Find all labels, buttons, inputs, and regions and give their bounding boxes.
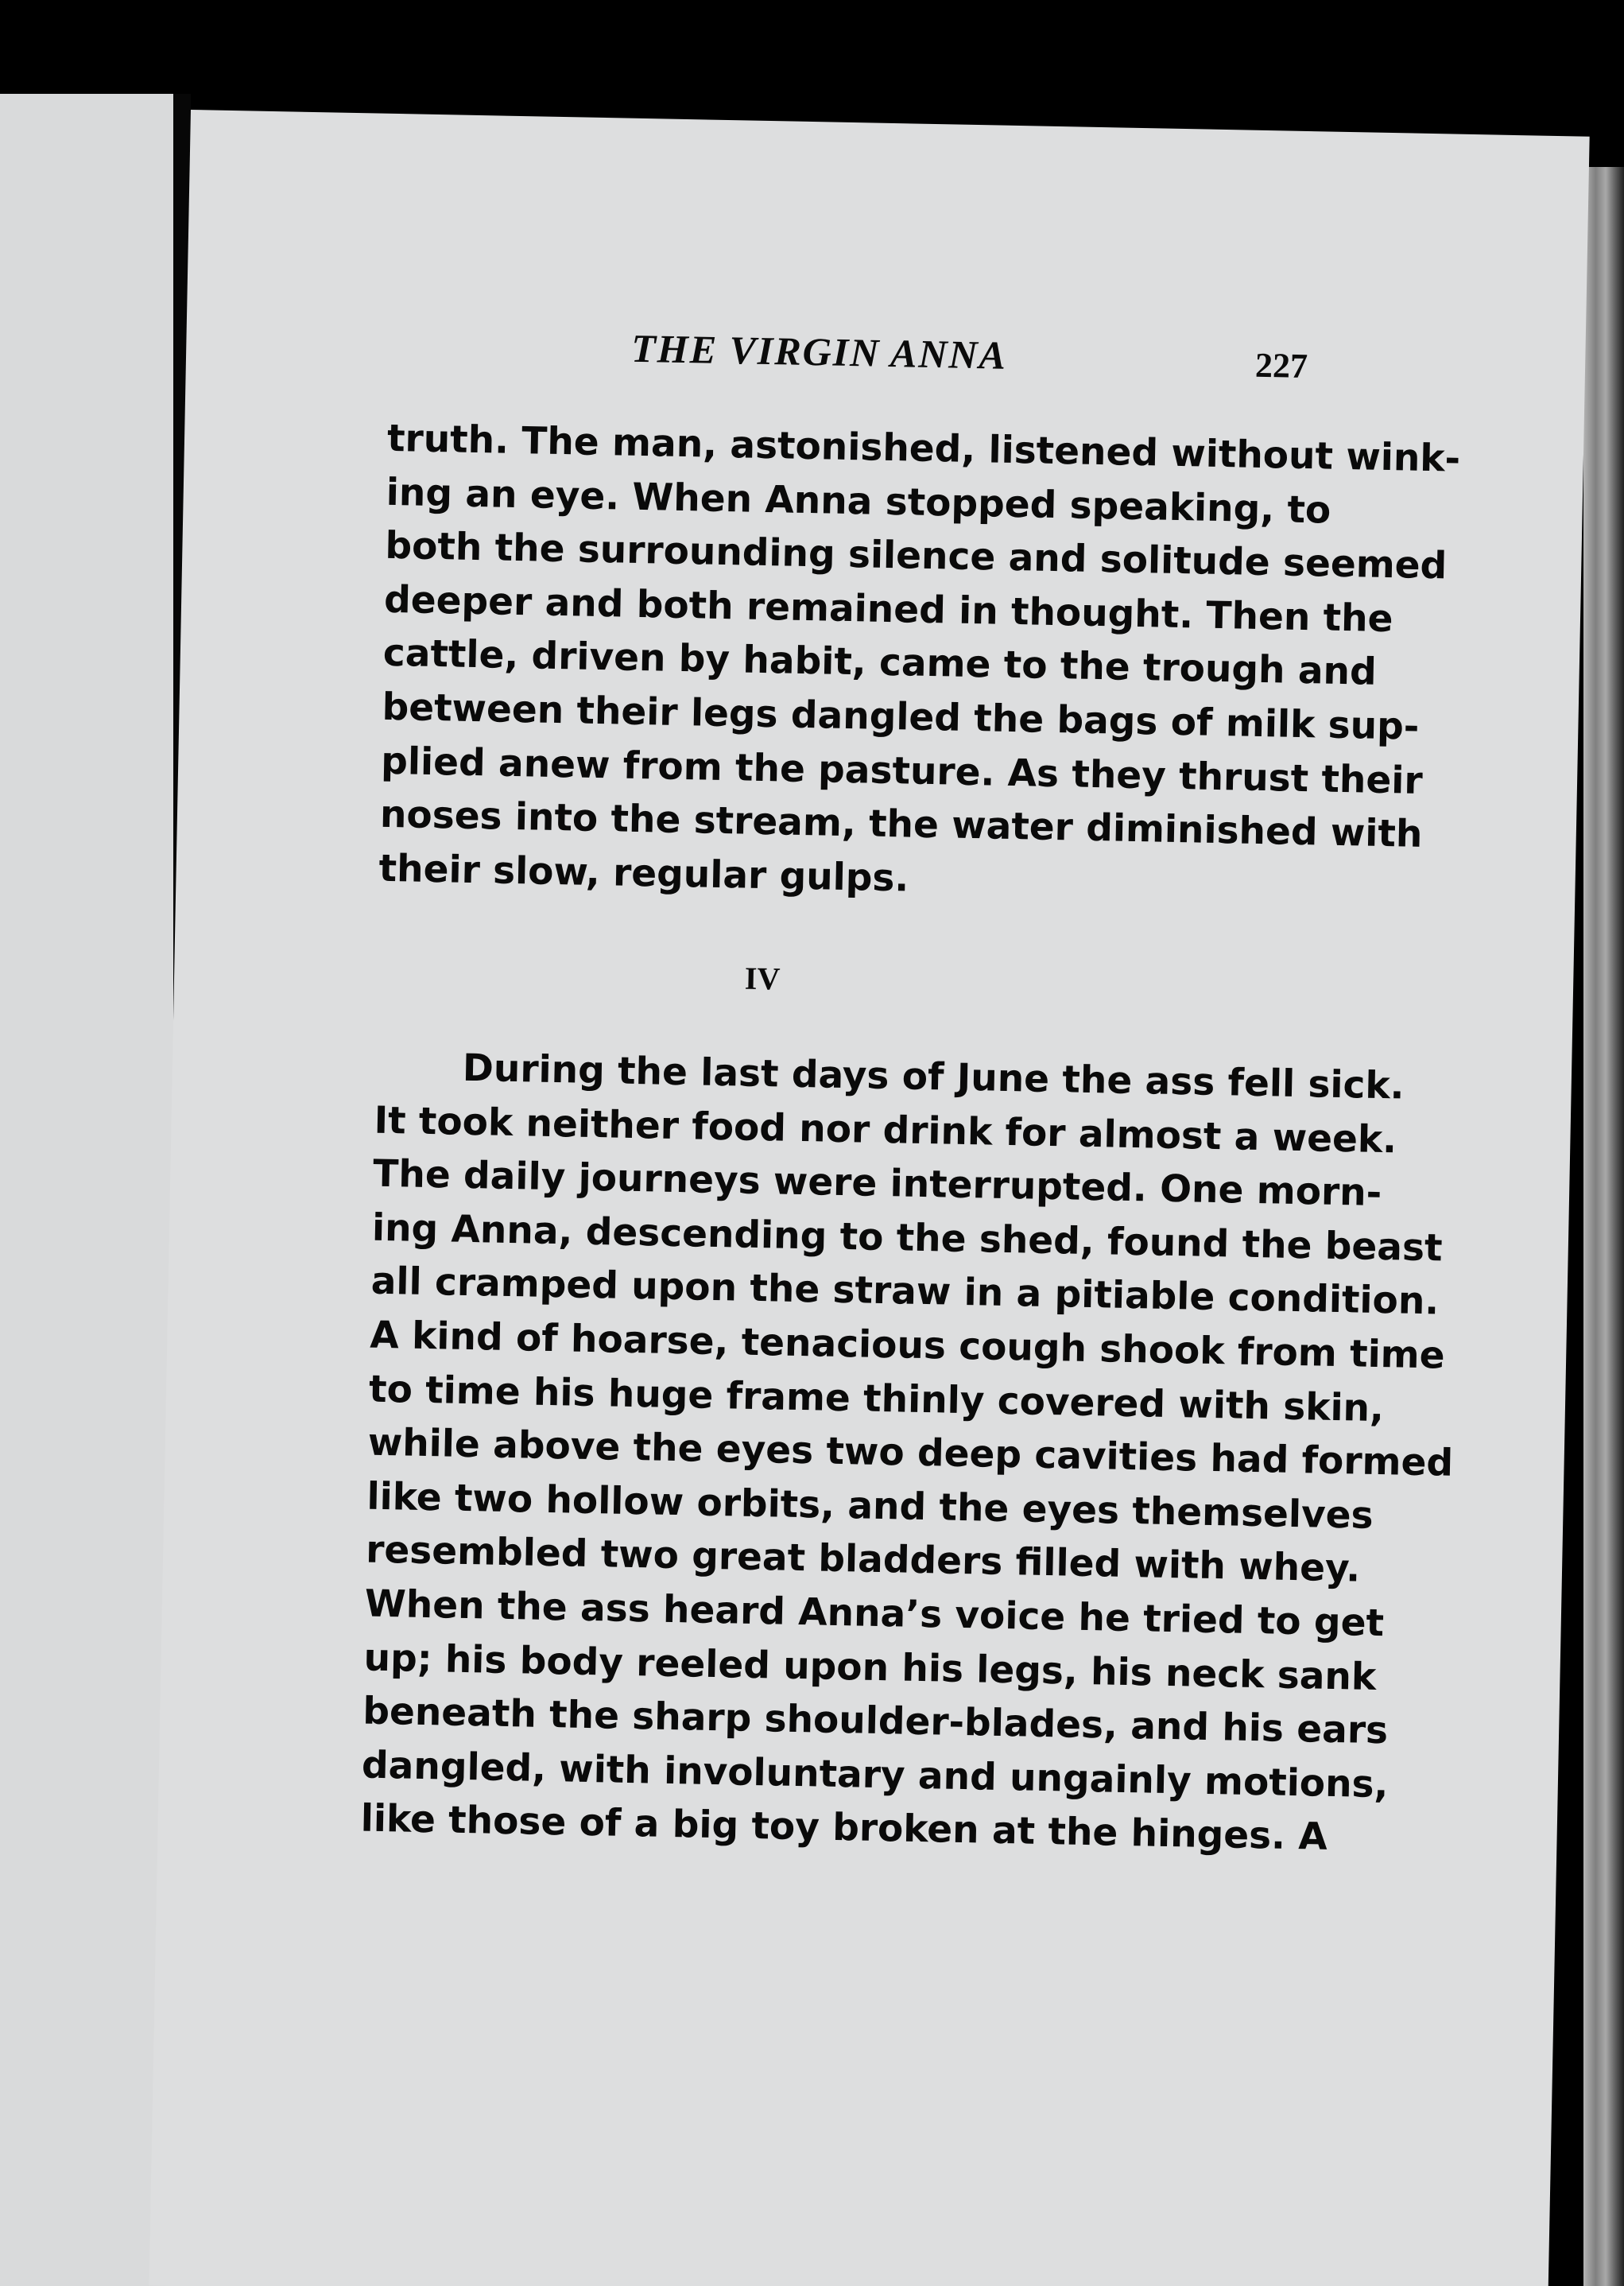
text-line: truth. The man, astonished, listened without wink- [386, 416, 1461, 481]
text-line: ing an eye. When Anna stopped speaking, to [386, 470, 1331, 533]
text-line: plied anew from the pasture. As they thrust their [380, 739, 1424, 803]
text-line: During the last days of June the ass fell sick. [462, 1046, 1405, 1108]
running-head [185, 316, 1585, 407]
paragraph-section-iv [360, 1040, 1454, 1865]
page-number: 227 [1254, 345, 1308, 386]
paragraph-continued [378, 412, 1461, 914]
facing-page [0, 94, 173, 2286]
text-line: up; his body reeled upon his legs, his neck sank [363, 1636, 1377, 1699]
text-line: beneath the sharp shoulder-blades, and his ears [362, 1689, 1389, 1753]
text-line: deeper and both remained in thought. Then the [383, 577, 1393, 641]
book-page [149, 110, 1589, 2286]
section-heading: IV [744, 960, 781, 997]
text-line: all cramped upon the straw in a pitiable condition. [370, 1259, 1440, 1324]
text-line: between their legs dangled the bags of milk sup- [382, 685, 1420, 749]
text-line: cattle, driven by habit, came to the trough and [382, 631, 1378, 695]
page-edge-stack [1583, 167, 1624, 2286]
text-line: It took neither food nor drink for almost a week. [374, 1098, 1397, 1162]
text-line: like those of a big toy broken at the hinges. A [360, 1796, 1328, 1860]
text-line: When the ass heard Anna’s voice he tried to get [364, 1582, 1385, 1646]
text-line: A kind of hoarse, tenacious cough shook from time [369, 1313, 1446, 1378]
text-line: like two hollow orbits, and the eyes themselves [366, 1474, 1374, 1538]
text-line: The daily journeys were interrupted. One morn- [372, 1151, 1382, 1216]
text-line: their slow, regular gulps. [378, 846, 909, 901]
running-title: THE VIRGIN ANNA [630, 325, 1008, 378]
text-line: noses into the stream, the water diminished with [379, 792, 1423, 857]
text-line: to time his huge frame thinly covered with skin, [368, 1367, 1385, 1430]
text-line: dangled, with involuntary and ungainly motions, [361, 1743, 1389, 1807]
text-line: ing Anna, descending to the shed, found the beast [371, 1205, 1444, 1271]
text-line: both the surrounding silence and solitude seemed [384, 523, 1448, 588]
text-line: while above the eyes two deep cavities had formed [367, 1420, 1454, 1485]
text-line: resembled two great bladders filled with whey. [365, 1527, 1361, 1591]
